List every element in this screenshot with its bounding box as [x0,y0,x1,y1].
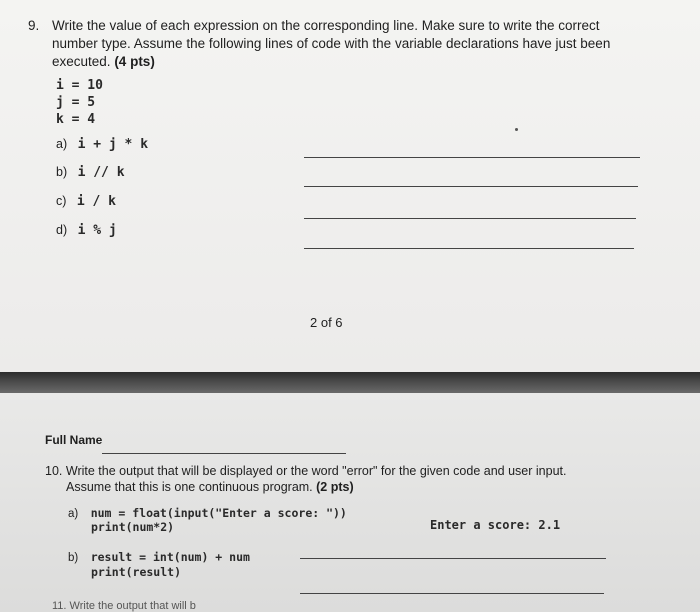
answer-line-c [304,218,636,219]
user-input-prompt: Enter a score: 2.1 [430,518,561,532]
question-10-line-1 [45,463,566,479]
expression-c [56,192,116,210]
declaration-j: j = 5 [56,95,96,110]
expression-b-label: b) [56,165,68,179]
question-9-executed-text: executed. [52,54,111,69]
answer-line-d [304,248,634,249]
expression-a-code: i + j * k [77,137,149,152]
expression-d [56,221,117,239]
expression-a [56,135,148,153]
declaration-i: i = 10 [56,78,103,93]
expression-d-label: d) [56,223,68,237]
question-10b-code-line-2: print(result) [91,565,182,579]
question-10-text: Write the output that will be displayed or the word "error" for the given code and user input. [65,464,567,478]
question-9-line-3 [52,53,155,71]
full-name-line [102,453,346,454]
expression-b [56,163,125,181]
pen-mark-dot [515,128,518,131]
question-10a-code-line-2: print(num*2) [91,520,175,534]
question-10b-code-1: result = int(num) + num [90,550,250,564]
question-10a-label: a) [68,508,79,520]
expression-b-code: i // k [77,165,125,180]
expression-c-label: c) [56,194,67,208]
worksheet-page-bottom [0,393,700,612]
question-10a-code-1: num = float(input("Enter a score: ")) [90,506,347,520]
page-gap-shadow [0,372,700,393]
answer-line-10a [300,558,606,559]
question-9-line-1: Write the value of each expression on the corresponding line. Make sure to write the correct [52,18,600,33]
answer-line-b [304,186,638,187]
question-10-number: 10. [45,464,63,478]
page-number: 2 of 6 [310,315,343,330]
question-10-continuous-text: Assume that this is one continuous program. [66,480,313,494]
question-10b-code-line-1 [68,548,250,566]
question-10-line-2 [66,479,354,495]
answer-line-a [304,157,640,158]
question-9-number: 9. [28,18,40,33]
full-name-label: Full Name [45,433,103,447]
declaration-k: k = 4 [56,112,96,127]
question-11-partial: 11. Write the output that will b [52,600,196,612]
question-9-points: (4 pts) [114,54,155,69]
answer-line-10b [300,593,604,594]
question-10b-label: b) [68,552,79,564]
expression-c-code: i / k [76,194,117,209]
question-10-points: (2 pts) [316,480,354,494]
question-9-line-2: number type. Assume the following lines of code with the variable declarations have just been [52,36,611,51]
expression-d-code: i % j [77,223,117,238]
expression-a-label: a) [56,137,68,151]
